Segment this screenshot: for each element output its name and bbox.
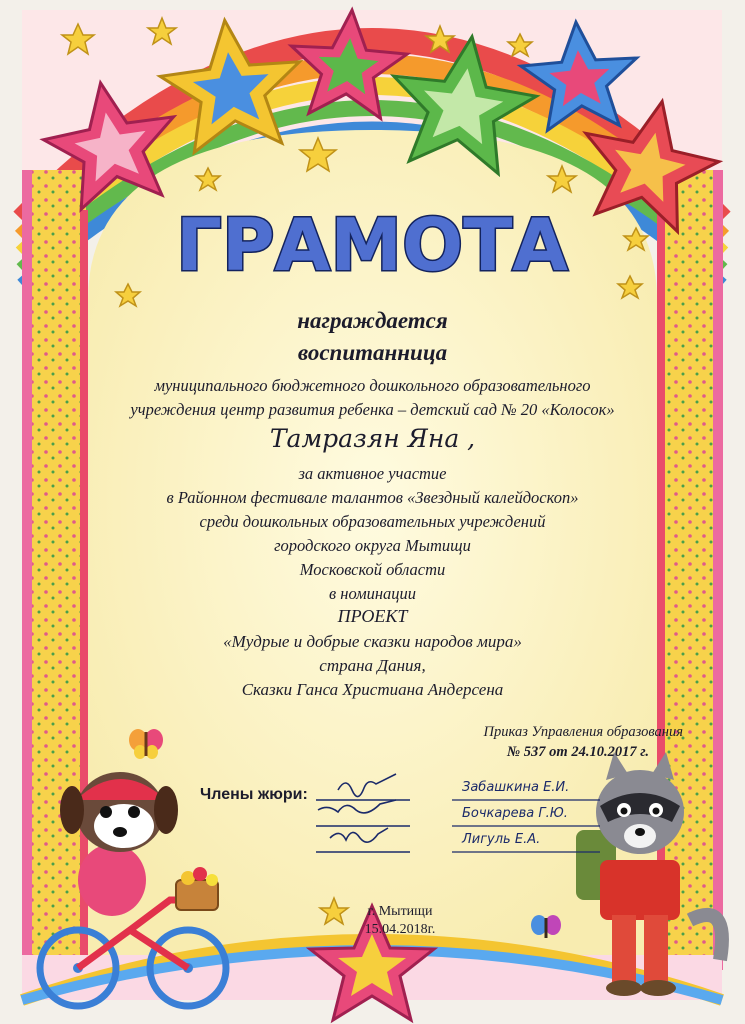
reason-line-2: в Районном фестивале талантов «Звездный калейдоскоп» bbox=[166, 488, 579, 507]
org-line-1: муниципального бюджетного дошкольного образовательного bbox=[154, 376, 591, 395]
order-line-2: № 537 от 24.10.2017 г. bbox=[506, 744, 649, 760]
fairy-tales-line: Сказки Ганса Христиана Андерсена bbox=[241, 680, 504, 699]
awarded-line: награждается bbox=[297, 308, 448, 333]
city: г. Мытищи bbox=[367, 904, 433, 919]
reason-line-1: за активное участие bbox=[298, 464, 447, 483]
jury-signature-1: Забашкина Е.И. bbox=[462, 780, 570, 795]
country-line: страна Дания, bbox=[319, 656, 426, 675]
jury-signature-2: Бочкарева Г.Ю. bbox=[462, 806, 568, 821]
date: 15.04.2018г. bbox=[364, 922, 436, 937]
recipient-name: Тамразян Яна , bbox=[269, 424, 476, 453]
jury-signature-3: Лигуль Е.А. bbox=[462, 832, 541, 847]
recipient-role: воспитанница bbox=[297, 340, 448, 365]
reason-line-3: среди дошкольных образовательных учреждений bbox=[199, 512, 546, 531]
order-line-1: Приказ Управления образования bbox=[483, 724, 683, 740]
reason-line-4: городского округа Мытищи bbox=[274, 536, 471, 555]
project-title: «Мудрые и добрые сказки народов мира» bbox=[223, 632, 522, 651]
jury-label: Члены жюри: bbox=[200, 786, 308, 803]
org-line-2: учреждения центр развития ребенка – детский сад № 20 «Колосок» bbox=[130, 400, 615, 419]
nomination-intro: в номинации bbox=[328, 584, 417, 603]
certificate-title: ГРАМОТА bbox=[175, 203, 569, 287]
nomination: ПРОЕКТ bbox=[337, 606, 408, 626]
reason-line-5: Московской области bbox=[299, 560, 446, 579]
